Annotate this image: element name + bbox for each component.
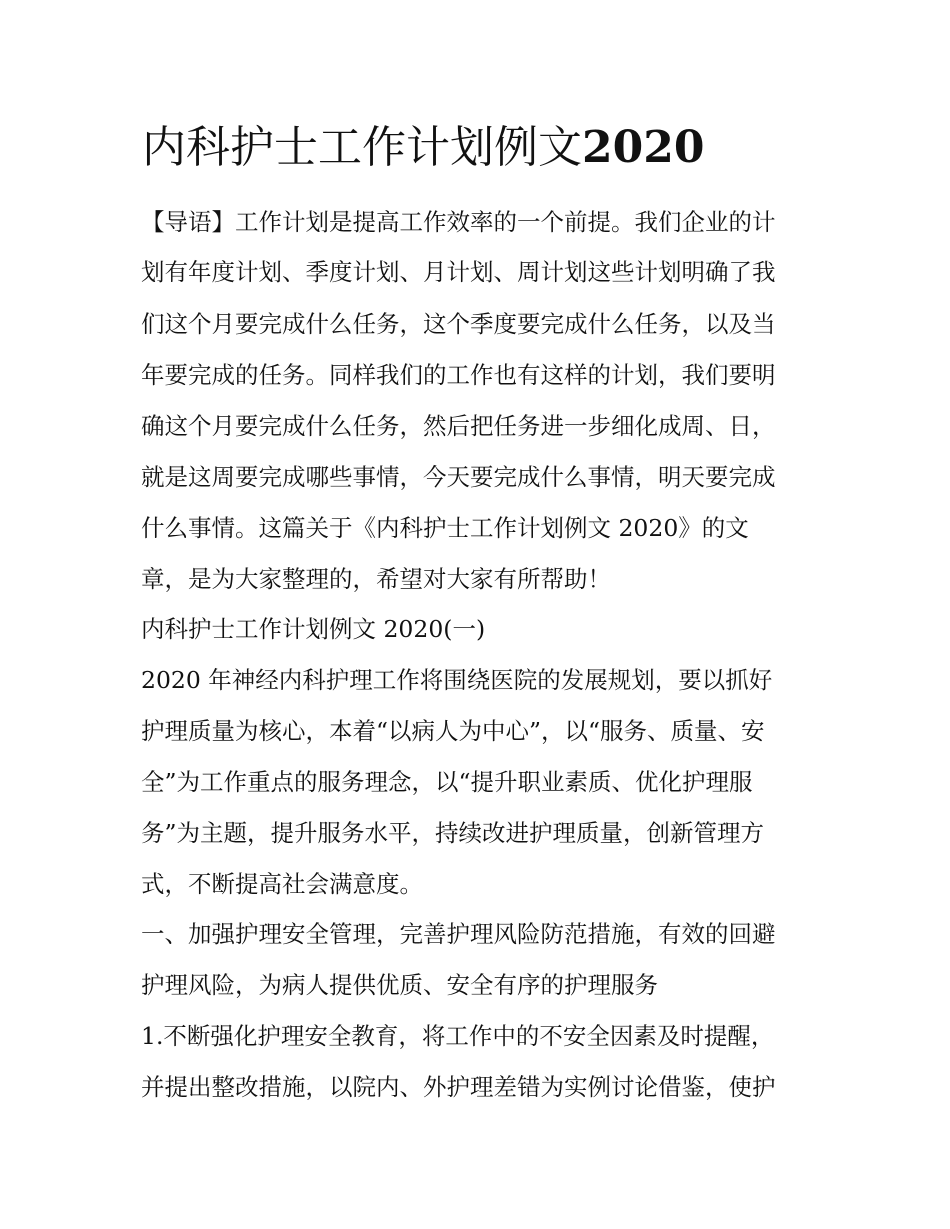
item-line-2: 并提出整改措施，以院内、外护理差错为实例讨论借鉴，使护 bbox=[141, 1073, 776, 1101]
subheading-line-1: 一、加强护理安全管理，完善护理风险防范措施，有效的回避 bbox=[141, 920, 776, 948]
intro-line-5: 确这个月要完成什么任务，然后把任务进一步细化成周、日， bbox=[141, 412, 776, 440]
title-text: 内科护士工作计划例文 bbox=[142, 122, 582, 173]
intro-line-3: 们这个月要完成什么任务，这个季度要完成什么任务，以及当 bbox=[141, 310, 776, 338]
intro-line-6: 就是这周要完成哪些事情，今天要完成什么事情，明天要完成 bbox=[141, 463, 776, 491]
intro-line-1: 【导语】工作计划是提高工作效率的一个前提。我们企业的计 bbox=[141, 208, 776, 236]
intro-line-8: 章，是为大家整理的，希望对大家有所帮助！ bbox=[141, 565, 611, 593]
body-line-4: 务”为主题，提升服务水平，持续改进护理质量，创新管理方 bbox=[141, 819, 765, 847]
body-line-1: 2020 年神经内科护理工作将围绕医院的发展规划，要以抓好 bbox=[141, 666, 773, 694]
intro-line-7: 什么事情。这篇关于《内科护士工作计划例文 2020》的文 bbox=[141, 514, 749, 542]
section-heading: 内科护士工作计划例文 2020(一) bbox=[141, 615, 486, 643]
body-line-2: 护理质量为核心，本着“以病人为中心”，以“服务、质量、安 bbox=[141, 717, 765, 745]
intro-line-4: 年要完成的任务。同样我们的工作也有这样的计划，我们要明 bbox=[141, 361, 776, 389]
item-line-1: 1.不断强化护理安全教育，将工作中的不安全因素及时提醒， bbox=[141, 1022, 775, 1050]
body-line-3: 全”为工作重点的服务理念，以“提升职业素质、优化护理服 bbox=[141, 768, 753, 796]
intro-line-2: 划有年度计划、季度计划、月计划、周计划这些计划明确了我 bbox=[141, 258, 776, 286]
subheading-line-2: 护理风险，为病人提供优质、安全有序的护理服务 bbox=[141, 971, 658, 999]
body-line-5: 式，不断提高社会满意度。 bbox=[141, 870, 423, 898]
document-title bbox=[142, 116, 842, 180]
title-year: 2020 bbox=[582, 122, 705, 173]
